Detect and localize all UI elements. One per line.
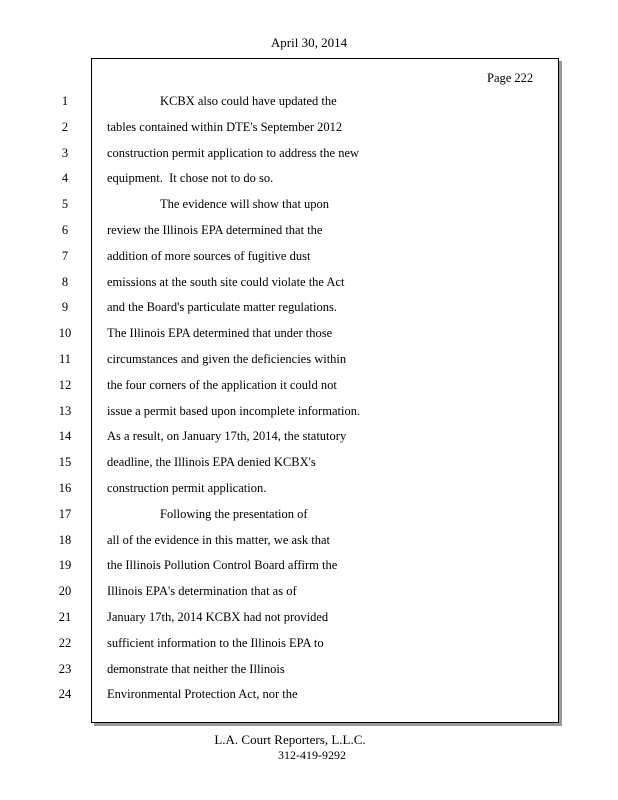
line-number: 23 bbox=[58, 661, 72, 676]
line-number: 10 bbox=[58, 326, 72, 341]
line-text: the four corners of the application it could not bbox=[107, 377, 337, 392]
line-text: construction permit application. bbox=[107, 481, 267, 495]
line-text: Following the presentation of bbox=[160, 506, 308, 521]
transcript-date: April 30, 2014 bbox=[270, 35, 348, 50]
line-number: 5 bbox=[61, 197, 69, 212]
line-text: emissions at the south site could violate the Act bbox=[107, 274, 345, 289]
line-text: Environmental Protection Act, nor the bbox=[107, 687, 298, 702]
page-number: Page 222 bbox=[487, 71, 534, 85]
line-number: 21 bbox=[58, 610, 72, 624]
line-number: 18 bbox=[58, 532, 72, 547]
line-number: 17 bbox=[58, 506, 72, 521]
line-text: and the Board's particulate matter regulations. bbox=[107, 300, 337, 315]
line-number: 13 bbox=[58, 403, 72, 418]
line-number: 4 bbox=[61, 171, 69, 186]
line-text: addition of more sources of fugitive dust bbox=[107, 248, 311, 263]
line-text: equipment. It chose not to do so. bbox=[107, 171, 274, 186]
line-number: 20 bbox=[58, 584, 72, 599]
line-text: review the Illinois EPA determined that the bbox=[107, 223, 323, 237]
line-text: sufficient information to the Illinois EPA to bbox=[107, 635, 324, 650]
line-number: 15 bbox=[58, 455, 72, 470]
line-text: The evidence will show that upon bbox=[160, 197, 330, 212]
line-text: January 17th, 2014 KCBX had not provided bbox=[107, 610, 329, 624]
line-text: deadline, the Illinois EPA denied KCBX's bbox=[107, 455, 316, 470]
line-number: 16 bbox=[58, 481, 72, 495]
line-text: Illinois EPA's determination that as of bbox=[107, 584, 297, 599]
line-number: 19 bbox=[58, 558, 72, 573]
line-text: KCBX also could have updated the bbox=[160, 94, 337, 108]
line-text: issue a permit based upon incomplete information. bbox=[107, 403, 361, 418]
line-text: circumstances and given the deficiencies within bbox=[107, 352, 347, 366]
line-number: 24 bbox=[58, 687, 72, 702]
line-text: tables contained within DTE's September 2012 bbox=[107, 119, 343, 134]
line-number: 7 bbox=[61, 248, 69, 263]
line-number: 2 bbox=[61, 119, 69, 134]
line-text: The Illinois EPA determined that under those bbox=[107, 326, 333, 341]
reporter-phone: 312-419-9292 bbox=[278, 748, 346, 762]
line-number: 14 bbox=[58, 429, 72, 444]
line-number: 9 bbox=[61, 300, 69, 315]
reporter-company: L.A. Court Reporters, L.L.C. bbox=[214, 732, 366, 747]
line-text: demonstrate that neither the Illinois bbox=[107, 661, 285, 676]
line-number: 12 bbox=[58, 377, 72, 392]
line-number: 8 bbox=[61, 274, 69, 289]
line-text: the Illinois Pollution Control Board affirm the bbox=[107, 558, 338, 573]
line-text: construction permit application to address the new bbox=[107, 145, 360, 160]
line-number: 3 bbox=[61, 145, 69, 160]
line-text: all of the evidence in this matter, we ask that bbox=[107, 532, 331, 547]
line-number: 1 bbox=[61, 94, 69, 108]
line-number: 11 bbox=[58, 352, 72, 366]
line-number: 6 bbox=[61, 223, 69, 237]
line-text: As a result, on January 17th, 2014, the statutory bbox=[107, 429, 347, 444]
line-number: 22 bbox=[58, 635, 72, 650]
